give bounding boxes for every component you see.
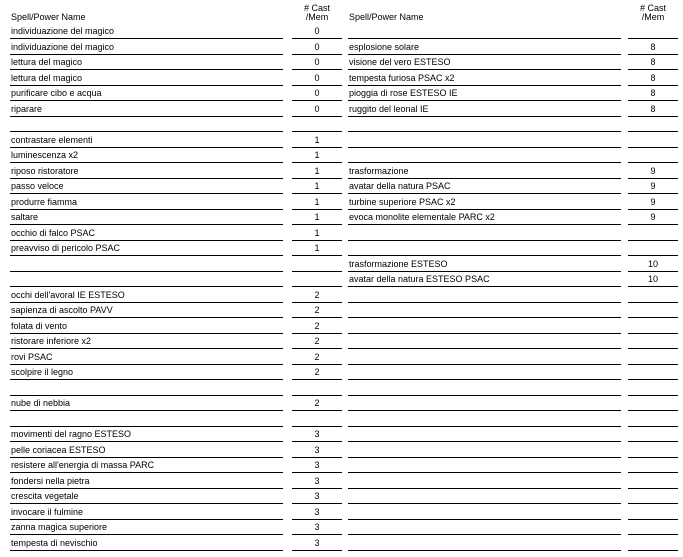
cast-count-field[interactable] [292, 383, 342, 396]
spell-row [348, 443, 678, 459]
cast-count-field[interactable]: 1 [292, 197, 342, 210]
spell-name-field[interactable]: visione del vero ESTESO [348, 57, 621, 70]
spell-name-field[interactable]: resistere all'energia di massa PARC [10, 460, 283, 473]
spell-name-field[interactable] [348, 429, 621, 442]
spell-row [348, 55, 678, 71]
cast-count-field[interactable]: 8 [628, 88, 678, 101]
spell-row [10, 179, 340, 195]
spell-name-field[interactable] [10, 274, 283, 287]
cast-header-bottom: /Mem [305, 12, 329, 22]
cast-count-field[interactable]: 8 [628, 73, 678, 86]
spell-row [348, 319, 678, 335]
left-column-header [10, 0, 340, 24]
cast-count-field[interactable]: 1 [292, 212, 342, 225]
spell-name-field[interactable]: lettura del magico [10, 73, 283, 86]
spell-row [10, 55, 340, 71]
cast-header-bottom: /Mem [641, 12, 665, 22]
spell-name-field[interactable] [348, 26, 621, 39]
cast-count-field[interactable] [628, 522, 678, 535]
spell-row [10, 133, 340, 149]
spell-row [10, 381, 340, 397]
cast-count-field[interactable]: 1 [292, 135, 342, 148]
cast-count-field[interactable]: 0 [292, 104, 342, 117]
spell-row [10, 241, 340, 257]
spell-name-field[interactable] [348, 135, 621, 148]
cast-count-field[interactable] [628, 491, 678, 504]
cast-count-field[interactable] [628, 507, 678, 520]
cast-count-field[interactable]: 3 [292, 429, 342, 442]
spell-name-field[interactable]: saltare [10, 212, 283, 225]
spell-row [10, 303, 340, 319]
cast-count-field[interactable]: 10 [628, 259, 678, 272]
spell-row [10, 257, 340, 273]
spell-row [10, 24, 340, 40]
spell-name-field[interactable]: zanna magica superiore [10, 522, 283, 535]
spell-row [348, 272, 678, 288]
cast-count-field[interactable] [628, 352, 678, 365]
spell-name-field[interactable]: folata di vento [10, 321, 283, 334]
spell-name-field[interactable] [348, 522, 621, 535]
cast-count-field[interactable] [292, 414, 342, 427]
spell-name-field[interactable]: avatar della natura ESTESO PSAC [348, 274, 621, 287]
cast-count-field[interactable]: 3 [292, 476, 342, 489]
spell-name-field[interactable]: avatar della natura PSAC [348, 181, 621, 194]
spell-row [10, 164, 340, 180]
spell-row [348, 458, 678, 474]
spell-name-field[interactable] [348, 119, 621, 132]
cast-count-field[interactable]: 3 [292, 445, 342, 458]
spell-name-field[interactable] [348, 476, 621, 489]
spell-row [10, 427, 340, 443]
spell-row [348, 536, 678, 552]
spell-row [348, 427, 678, 443]
spell-name-field[interactable] [348, 460, 621, 473]
spell-row [10, 520, 340, 536]
cast-count-field[interactable]: 3 [292, 491, 342, 504]
spell-name-field[interactable] [348, 538, 621, 551]
spell-name-field[interactable]: contrastare elementi [10, 135, 283, 148]
cast-count-field[interactable] [628, 321, 678, 334]
spell-row [348, 288, 678, 304]
spell-row [348, 86, 678, 102]
cast-count-field[interactable]: 9 [628, 212, 678, 225]
cast-header-top: # Cast [303, 3, 330, 13]
cast-count-field[interactable] [292, 274, 342, 287]
spell-name-field[interactable]: nube di nebbia [10, 398, 283, 411]
right-column-header [348, 0, 678, 24]
spell-name-field[interactable] [348, 150, 621, 163]
spell-name-field[interactable]: rovi PSAC [10, 352, 283, 365]
cast-count-field[interactable]: 0 [292, 88, 342, 101]
spell-name-field[interactable]: trasformazione [348, 166, 621, 179]
cast-mem-header [628, 4, 678, 22]
spell-row [10, 102, 340, 118]
spell-name-field[interactable] [348, 321, 621, 334]
spell-row [348, 381, 678, 397]
spell-row [10, 148, 340, 164]
spell-name-field[interactable]: esplosione solare [348, 42, 621, 55]
cast-count-field[interactable]: 2 [292, 321, 342, 334]
spell-row [348, 117, 678, 133]
spell-name-field[interactable] [348, 352, 621, 365]
spell-row [10, 210, 340, 226]
cast-count-field[interactable] [628, 290, 678, 303]
spell-name-field[interactable]: fondersi nella pietra [10, 476, 283, 489]
cast-count-field[interactable] [628, 243, 678, 256]
cast-count-field[interactable]: 3 [292, 507, 342, 520]
cast-count-field[interactable]: 3 [292, 460, 342, 473]
cast-count-field[interactable]: 9 [628, 181, 678, 194]
spell-name-field[interactable] [348, 367, 621, 380]
spell-row [10, 195, 340, 211]
spell-name-field[interactable] [10, 259, 283, 272]
spell-name-field[interactable] [348, 383, 621, 396]
cast-count-field[interactable] [628, 538, 678, 551]
spell-row [348, 505, 678, 521]
spell-name-field[interactable]: tempesta di nevischio [10, 538, 283, 551]
left-spell-column [10, 0, 340, 551]
spell-name-field[interactable]: tempesta furiosa PSAC x2 [348, 73, 621, 86]
cast-count-field[interactable]: 1 [292, 243, 342, 256]
spell-row [348, 334, 678, 350]
cast-count-field[interactable]: 0 [292, 57, 342, 70]
cast-count-field[interactable]: 2 [292, 290, 342, 303]
cast-count-field[interactable]: 0 [292, 42, 342, 55]
spell-row [10, 71, 340, 87]
cast-count-field[interactable]: 1 [292, 181, 342, 194]
spell-name-field[interactable] [348, 243, 621, 256]
cast-count-field[interactable]: 0 [292, 73, 342, 86]
spell-row [348, 40, 678, 56]
cast-count-field[interactable]: 10 [628, 274, 678, 287]
spell-row [348, 195, 678, 211]
cast-count-field[interactable]: 3 [292, 538, 342, 551]
spell-row [348, 210, 678, 226]
cast-count-field[interactable] [292, 119, 342, 132]
spell-row [348, 241, 678, 257]
cast-count-field[interactable]: 1 [292, 150, 342, 163]
cast-count-field[interactable] [628, 445, 678, 458]
cast-count-field[interactable]: 1 [292, 166, 342, 179]
spell-row [10, 319, 340, 335]
spell-row [348, 365, 678, 381]
cast-count-field[interactable] [628, 367, 678, 380]
spell-name-field[interactable]: occhio di falco PSAC [10, 228, 283, 241]
spell-name-field[interactable] [10, 119, 283, 132]
cast-count-field[interactable] [628, 228, 678, 241]
spell-row [10, 505, 340, 521]
cast-count-field[interactable]: 8 [628, 57, 678, 70]
spell-row [10, 334, 340, 350]
spell-name-field[interactable]: turbine superiore PSAC x2 [348, 197, 621, 210]
spell-name-field[interactable] [348, 398, 621, 411]
cast-count-field[interactable] [628, 383, 678, 396]
spell-name-field[interactable]: ruggito del leonal IE [348, 104, 621, 117]
spell-row [348, 148, 678, 164]
spell-row [348, 350, 678, 366]
spell-name-field[interactable]: luminescenza x2 [10, 150, 283, 163]
cast-count-field[interactable] [628, 150, 678, 163]
spell-row [348, 179, 678, 195]
spell-row [10, 489, 340, 505]
spell-row [348, 102, 678, 118]
spell-name-field[interactable] [348, 414, 621, 427]
cast-count-field[interactable]: 2 [292, 336, 342, 349]
spell-row [348, 303, 678, 319]
spell-name-field[interactable]: occhi dell'avoral IE ESTESO [10, 290, 283, 303]
spell-row [10, 86, 340, 102]
spell-name-field[interactable]: movimenti del ragno ESTESO [10, 429, 283, 442]
spell-row [10, 117, 340, 133]
spell-name-field[interactable]: crescita vegetale [10, 491, 283, 504]
cast-count-field[interactable]: 8 [628, 42, 678, 55]
spell-row [10, 226, 340, 242]
spell-row [348, 164, 678, 180]
spell-row [10, 40, 340, 56]
spell-row [10, 536, 340, 552]
spell-name-field[interactable]: produrre fiamma [10, 197, 283, 210]
spell-row [10, 288, 340, 304]
spell-row [10, 365, 340, 381]
spell-row [10, 412, 340, 428]
spell-name-header: Spell/Power Name [11, 12, 86, 22]
cast-count-field[interactable]: 2 [292, 305, 342, 318]
cast-count-field[interactable] [292, 259, 342, 272]
cast-count-field[interactable] [628, 460, 678, 473]
spell-name-field[interactable]: riparare [10, 104, 283, 117]
spell-name-field[interactable]: purificare cibo e acqua [10, 88, 283, 101]
cast-mem-header [292, 4, 342, 22]
spell-row [348, 226, 678, 242]
cast-count-field[interactable] [628, 414, 678, 427]
cast-count-field[interactable] [628, 398, 678, 411]
spell-name-field[interactable]: pioggia di rose ESTESO IE [348, 88, 621, 101]
spell-name-field[interactable]: evoca monolite elementale PARC x2 [348, 212, 621, 225]
spell-name-field[interactable]: scolpire il legno [10, 367, 283, 380]
spell-row [348, 412, 678, 428]
spell-name-field[interactable] [10, 383, 283, 396]
cast-count-field[interactable] [628, 135, 678, 148]
spell-row [348, 474, 678, 490]
cast-count-field[interactable]: 3 [292, 522, 342, 535]
cast-count-field[interactable] [628, 336, 678, 349]
cast-count-field[interactable]: 0 [292, 26, 342, 39]
cast-count-field[interactable]: 2 [292, 352, 342, 365]
spell-name-field[interactable] [348, 445, 621, 458]
spell-name-field[interactable]: invocare il fulmine [10, 507, 283, 520]
spell-name-header: Spell/Power Name [349, 12, 424, 22]
spell-name-field[interactable]: passo veloce [10, 181, 283, 194]
cast-count-field[interactable] [628, 476, 678, 489]
spell-row [348, 520, 678, 536]
cast-count-field[interactable] [628, 305, 678, 318]
spell-row [348, 24, 678, 40]
cast-count-field[interactable]: 1 [292, 228, 342, 241]
spell-name-field[interactable]: preavviso di pericolo PSAC [10, 243, 283, 256]
spell-name-field[interactable] [348, 507, 621, 520]
spell-row [348, 396, 678, 412]
spell-name-field[interactable] [348, 228, 621, 241]
cast-count-field[interactable]: 9 [628, 166, 678, 179]
spell-row [348, 489, 678, 505]
cast-header-top: # Cast [639, 3, 666, 13]
spell-row [10, 396, 340, 412]
spell-name-field[interactable] [10, 414, 283, 427]
spell-name-field[interactable]: trasformazione ESTESO [348, 259, 621, 272]
cast-count-field[interactable] [628, 429, 678, 442]
cast-count-field[interactable] [628, 119, 678, 132]
cast-count-field[interactable]: 2 [292, 398, 342, 411]
spell-row [10, 272, 340, 288]
left-spell-rows [10, 24, 340, 551]
spell-name-field[interactable] [348, 305, 621, 318]
cast-count-field[interactable] [628, 26, 678, 39]
spell-row [348, 71, 678, 87]
spell-row [10, 458, 340, 474]
spell-row [10, 443, 340, 459]
spell-name-field[interactable] [348, 491, 621, 504]
spell-name-field[interactable]: ristorare inferiore x2 [10, 336, 283, 349]
spell-name-field[interactable]: sapienza di ascolto PAVV [10, 305, 283, 318]
cast-count-field[interactable]: 9 [628, 197, 678, 210]
spell-name-field[interactable]: riposo ristoratore [10, 166, 283, 179]
spell-row [10, 350, 340, 366]
spell-row [348, 133, 678, 149]
spell-name-field[interactable]: pelle coriacea ESTESO [10, 445, 283, 458]
spell-name-field[interactable] [348, 336, 621, 349]
right-spell-rows [348, 24, 678, 551]
right-spell-column [348, 0, 678, 551]
spell-name-field[interactable]: lettura del magico [10, 57, 283, 70]
cast-count-field[interactable]: 8 [628, 104, 678, 117]
spell-name-field[interactable] [348, 290, 621, 303]
spell-name-field[interactable]: individuazione del magico [10, 42, 283, 55]
spell-row [10, 474, 340, 490]
spell-row [348, 257, 678, 273]
cast-count-field[interactable]: 2 [292, 367, 342, 380]
spell-name-field[interactable]: individuazione del magico [10, 26, 283, 39]
